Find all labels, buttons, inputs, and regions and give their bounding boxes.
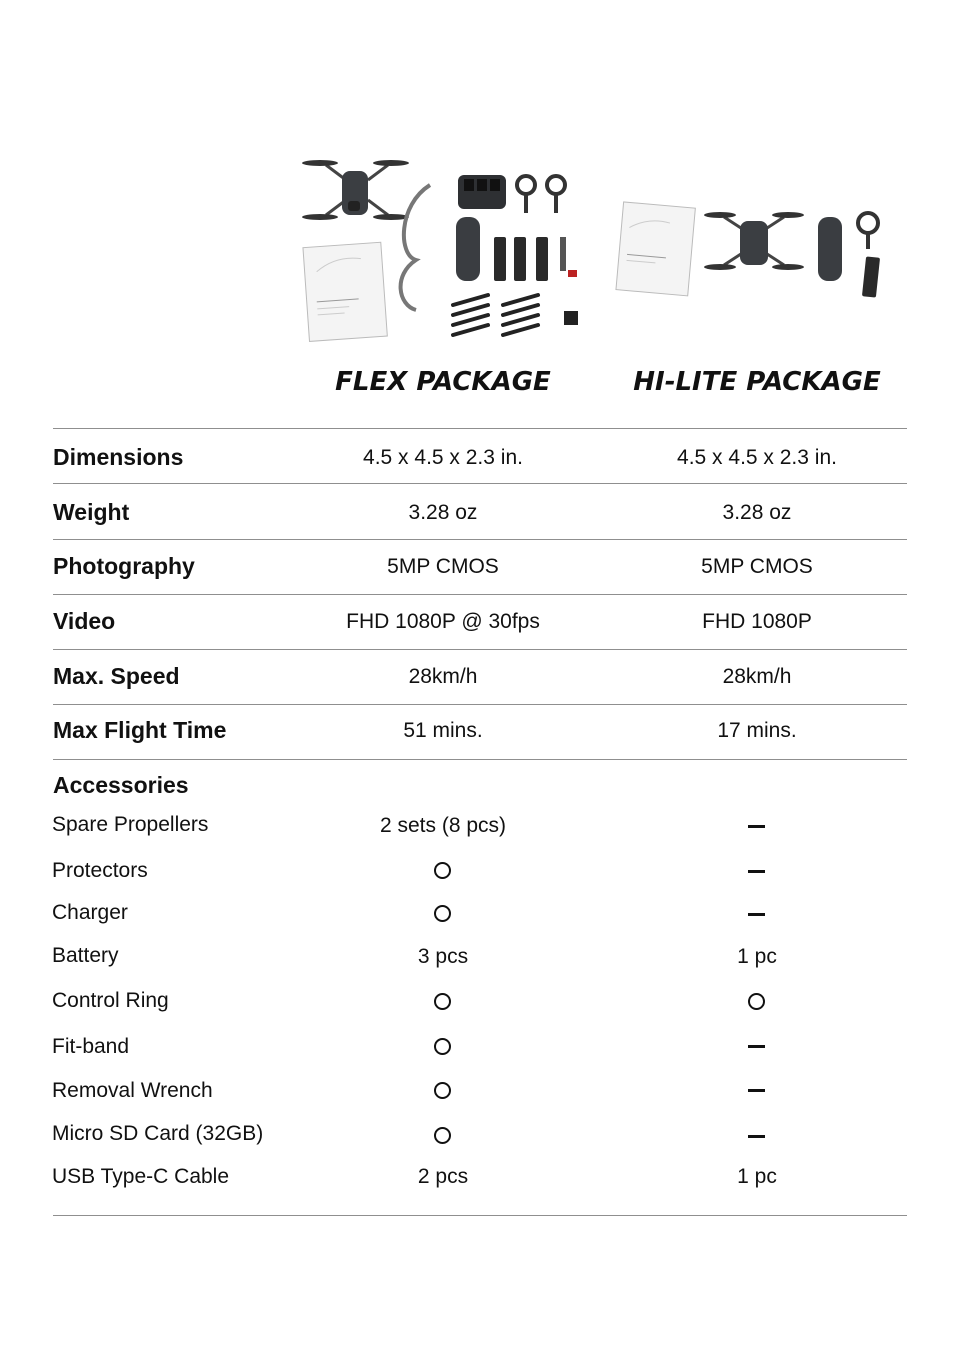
flex-value: 28km/h (408, 665, 478, 688)
flex-value: FHD 1080P @ 30fps (346, 610, 540, 633)
spec-label: Video (53, 608, 116, 634)
circle-icon (434, 1038, 451, 1055)
accessory-label: Control Ring (52, 989, 169, 1012)
accessories-heading: Accessories (53, 772, 189, 798)
hilite-value: FHD 1080P (702, 610, 812, 633)
hilite-value: 28km/h (722, 665, 792, 688)
accessory-label: Micro SD Card (32GB) (52, 1122, 264, 1145)
dash-icon (748, 1089, 765, 1092)
accessory-label: Battery (52, 944, 119, 967)
dash-icon (748, 825, 765, 828)
accessory-label: Spare Propellers (52, 813, 209, 836)
hilite-value: 1 pc (737, 1165, 777, 1188)
dash-icon (748, 1045, 765, 1048)
divider (53, 594, 907, 595)
hilite-value: 17 mins. (717, 719, 797, 742)
circle-icon (434, 993, 451, 1010)
divider (53, 539, 907, 540)
divider (53, 649, 907, 650)
circle-icon (748, 993, 765, 1010)
flex-value: 5MP CMOS (387, 555, 499, 578)
hilite-package-image (612, 195, 902, 305)
divider (53, 483, 907, 484)
flex-value: 3.28 oz (408, 501, 478, 524)
hilite-value: 3.28 oz (722, 501, 792, 524)
divider (53, 759, 907, 760)
flex-value: 3 pcs (417, 945, 469, 968)
flex-package-image (298, 145, 598, 345)
spec-label: Max Flight Time (53, 717, 227, 743)
flex-value: 51 mins. (403, 719, 483, 742)
accessory-label: Protectors (52, 859, 148, 882)
accessory-label: Removal Wrench (52, 1079, 213, 1102)
circle-icon (434, 1127, 451, 1144)
spec-label: Photography (53, 553, 195, 579)
flex-value: 2 pcs (417, 1165, 469, 1188)
circle-icon (434, 862, 451, 879)
hilite-value: 5MP CMOS (701, 555, 813, 578)
flex-package-title: FLEX PACKAGE (335, 367, 551, 397)
accessory-label: Charger (52, 901, 128, 924)
divider (53, 1215, 907, 1216)
circle-icon (434, 905, 451, 922)
accessory-label: USB Type-C Cable (52, 1165, 230, 1188)
hilite-package-title: HI-LITE PACKAGE (633, 367, 881, 397)
hilite-value: 4.5 x 4.5 x 2.3 in. (677, 446, 837, 469)
spec-label: Max. Speed (53, 663, 180, 689)
dash-icon (748, 913, 765, 916)
divider (53, 428, 907, 429)
circle-icon (434, 1082, 451, 1099)
spec-label: Weight (53, 499, 130, 525)
dash-icon (748, 870, 765, 873)
flex-value: 4.5 x 4.5 x 2.3 in. (363, 446, 523, 469)
hilite-value: 1 pc (737, 945, 777, 968)
dash-icon (748, 1135, 765, 1138)
divider (53, 704, 907, 705)
flex-value: 2 sets (8 pcs) (379, 814, 507, 837)
spec-label: Dimensions (53, 444, 184, 470)
accessory-label: Fit-band (52, 1035, 130, 1058)
